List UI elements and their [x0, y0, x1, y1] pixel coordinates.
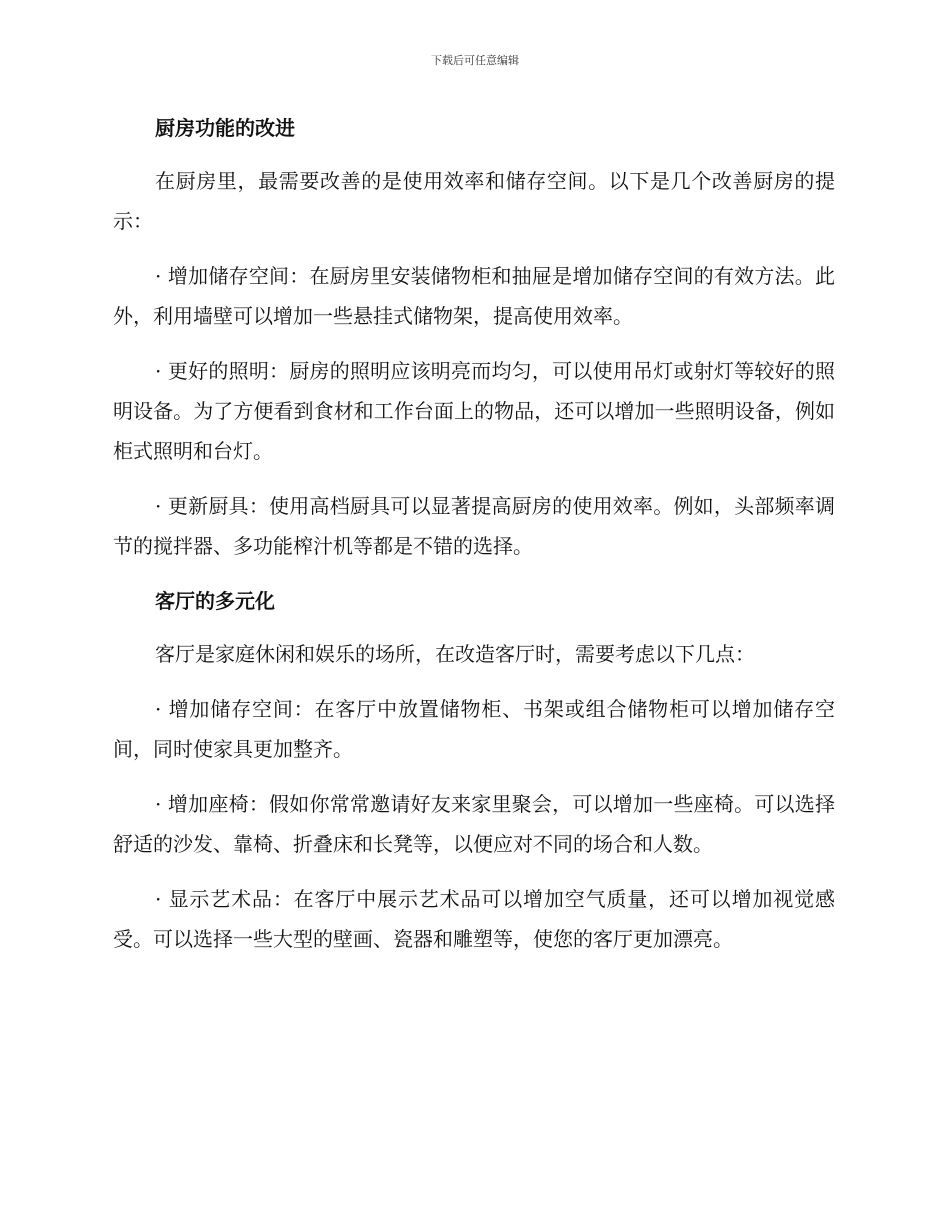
kitchen-intro-paragraph: 在厨房里，最需要改善的是使用效率和储存空间。以下是几个改善厨房的提示： — [113, 169, 835, 233]
page-header: 下载后可任意编辑 — [431, 54, 519, 67]
living-room-bullet-storage: · 增加储存空间：在客厅中放置储物柜、书架或组合储物柜可以增加储存空间，同时使家具更加整齐。 — [113, 697, 835, 761]
living-room-bullet-artwork: · 显示艺术品：在客厅中展示艺术品可以增加空气质量，还可以增加视觉感受。可以选择一些大型的壁画、瓷器和雕塑等，使您的客厅更加漂亮。 — [113, 887, 835, 951]
kitchen-bullet-lighting: · 更好的照明：厨房的照明应该明亮而均匀，可以使用吊灯或射灯等较好的照明设备。为了方便看到食材和工作台面上的物品，还可以增加一些照明设备，例如柜式照明和台灯。 — [113, 359, 835, 463]
section-heading-kitchen: 厨房功能的改进 — [155, 116, 295, 140]
living-room-bullet-seating: · 增加座椅：假如你常常邀请好友来家里聚会，可以增加一些座椅。可以选择舒适的沙发、靠椅、折叠床和长凳等，以便应对不同的场合和人数。 — [113, 792, 835, 856]
section-heading-living-room: 客厅的多元化 — [155, 589, 275, 613]
kitchen-bullet-appliances: · 更新厨具：使用高档厨具可以显著提高厨房的使用效率。例如，头部频率调节的搅拌器、多功能榨汁机等都是不错的选择。 — [113, 494, 835, 558]
kitchen-bullet-storage: · 增加储存空间：在厨房里安装储物柜和抽屉是增加储存空间的有效方法。此外，利用墙壁可以增加一些悬挂式储物架，提高使用效率。 — [113, 264, 835, 328]
living-room-intro-paragraph: 客厅是家庭休闲和娱乐的场所，在改造客厅时，需要考虑以下几点： — [155, 642, 755, 666]
document-body — [113, 108, 835, 959]
